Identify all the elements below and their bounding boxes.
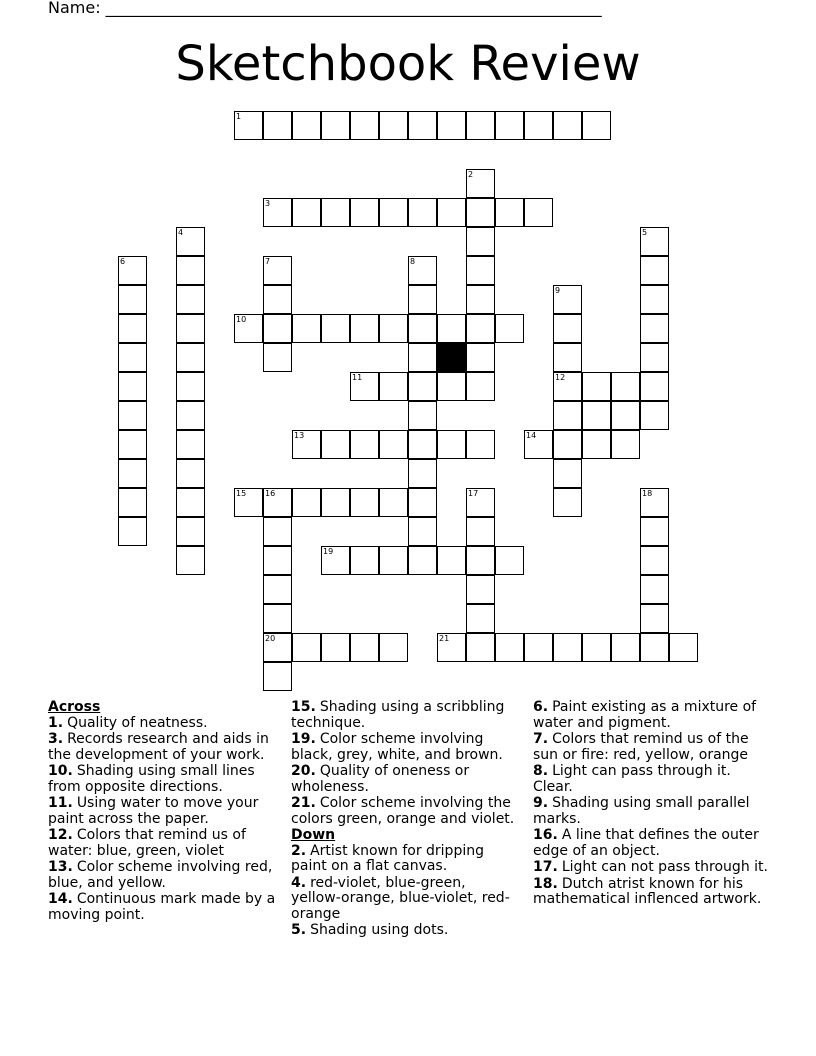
grid-cell[interactable] [234, 314, 263, 343]
grid-cell[interactable] [408, 314, 437, 343]
clue-text: Light can pass through it. Clear. [533, 763, 731, 795]
clue-down-1 [291, 876, 519, 923]
grid-cell[interactable] [350, 430, 379, 459]
clue-text: Colors that remind us of the sun or fire: red, yellow, orange [533, 731, 749, 763]
grid-cell[interactable] [408, 517, 437, 546]
clue-number: 15. [291, 699, 316, 715]
grid-cell[interactable] [408, 546, 437, 575]
clue-down-6 [533, 796, 773, 827]
grid-cell[interactable] [495, 314, 524, 343]
grid-cell[interactable] [553, 285, 582, 314]
grid-cell[interactable] [350, 633, 379, 662]
grid-cell[interactable] [553, 401, 582, 430]
cell-number: 2 [468, 170, 474, 179]
clue-across-8 [291, 732, 519, 763]
grid-cell[interactable] [263, 575, 292, 604]
grid-cell[interactable] [321, 111, 350, 140]
grid-cell[interactable] [437, 314, 466, 343]
grid-cell[interactable] [176, 343, 205, 372]
grid-cell[interactable] [118, 401, 147, 430]
clue-number: 17. [533, 859, 558, 875]
grid-cell[interactable] [176, 314, 205, 343]
clue-down-8 [533, 860, 773, 876]
grid-cell[interactable] [611, 430, 640, 459]
clue-text: Shading using dots. [310, 922, 449, 938]
grid-cell[interactable] [176, 256, 205, 285]
grid-cell[interactable] [263, 314, 292, 343]
clue-down-3 [533, 700, 773, 731]
grid-cell[interactable] [640, 575, 669, 604]
grid-cell[interactable] [379, 314, 408, 343]
cell-number: 3 [265, 199, 271, 208]
grid-cell[interactable] [118, 343, 147, 372]
clues-column-1 [48, 700, 280, 924]
grid-cell[interactable] [292, 633, 321, 662]
across-heading: Across [48, 699, 101, 715]
grid-cell[interactable] [263, 111, 292, 140]
clue-down-9 [533, 877, 773, 908]
grid-cell[interactable] [263, 604, 292, 633]
grid-cell[interactable] [176, 227, 205, 256]
grid-cell[interactable] [669, 633, 698, 662]
clue-text: Dutch atrist known for his mathematical inflenced artwork. [533, 875, 762, 907]
cell-number: 11 [352, 373, 363, 382]
clue-number: 12. [48, 827, 73, 843]
grid-cell[interactable] [437, 546, 466, 575]
clue-text: Records research and aids in the development of your work. [48, 731, 269, 763]
grid-cell[interactable] [408, 401, 437, 430]
clue-number: 2. [291, 842, 307, 859]
clue-down-0 [291, 844, 519, 875]
clue-text: Quality of oneness or wholeness. [291, 763, 470, 795]
grid-cell[interactable] [553, 343, 582, 372]
grid-cell[interactable] [408, 198, 437, 227]
grid-cell[interactable] [495, 633, 524, 662]
grid-cell[interactable] [263, 198, 292, 227]
grid-cell[interactable] [495, 546, 524, 575]
grid-cell[interactable] [176, 372, 205, 401]
grid-cell[interactable] [350, 546, 379, 575]
grid-cell[interactable] [611, 401, 640, 430]
grid-cell[interactable] [263, 488, 292, 517]
clue-text: Shading using small lines from opposite directions. [48, 763, 255, 795]
clue-text: Artist known for dripping paint on a flat canvas. [291, 842, 484, 874]
grid-cell[interactable] [640, 314, 669, 343]
grid-cell[interactable] [466, 488, 495, 517]
cell-number: 4 [178, 228, 184, 237]
clue-down-2 [291, 923, 519, 939]
grid-cell[interactable] [466, 546, 495, 575]
clue-text: Color scheme involving black, grey, white, and brown. [291, 731, 503, 763]
clue-number: 21. [291, 795, 316, 811]
grid-cell[interactable] [553, 459, 582, 488]
grid-block [437, 343, 466, 372]
grid-cell[interactable] [582, 372, 611, 401]
clue-number: 7. [533, 731, 549, 747]
grid-cell[interactable] [640, 517, 669, 546]
grid-cell[interactable] [118, 256, 147, 285]
grid-cell[interactable] [466, 517, 495, 546]
grid-cell[interactable] [582, 633, 611, 662]
clue-text: Continuous mark made by a moving point. [48, 891, 276, 923]
grid-cell[interactable] [263, 517, 292, 546]
cell-number: 12 [555, 373, 566, 382]
grid-cell[interactable] [350, 372, 379, 401]
grid-cell[interactable] [263, 343, 292, 372]
grid-cell[interactable] [495, 198, 524, 227]
grid-cell[interactable] [495, 111, 524, 140]
grid-cell[interactable] [118, 517, 147, 546]
clue-number: 11. [48, 795, 73, 811]
grid-cell[interactable] [263, 256, 292, 285]
clue-across-5 [48, 860, 280, 891]
clue-text: red-violet, blue-green, yellow-orange, blue-violet, red-orange [291, 874, 510, 922]
clue-number: 1. [48, 714, 64, 731]
clue-down-4 [533, 732, 773, 763]
grid-cell[interactable] [321, 198, 350, 227]
clue-down-5 [533, 764, 773, 795]
grid-cell[interactable] [640, 227, 669, 256]
clue-number: 13. [48, 859, 73, 875]
clue-number: 20. [291, 763, 316, 779]
grid-cell[interactable] [118, 430, 147, 459]
grid-cell[interactable] [466, 198, 495, 227]
grid-cell[interactable] [466, 575, 495, 604]
clue-text: A line that defines the outer edge of an object. [533, 827, 759, 859]
grid-cell[interactable] [466, 227, 495, 256]
grid-cell[interactable] [524, 633, 553, 662]
clue-across-0 [48, 716, 280, 732]
clue-number: 3. [48, 731, 64, 747]
grid-cell[interactable] [466, 604, 495, 633]
grid-cell[interactable] [640, 372, 669, 401]
clue-text: Shading using small parallel marks. [533, 795, 750, 827]
clue-number: 8. [533, 763, 549, 779]
grid-cell[interactable] [118, 285, 147, 314]
grid-cell[interactable] [176, 488, 205, 517]
cell-number: 14 [526, 431, 537, 440]
grid-cell[interactable] [292, 430, 321, 459]
clue-text: Paint existing as a mixture of water and pigment. [533, 699, 757, 731]
grid-cell[interactable] [408, 459, 437, 488]
grid-cell[interactable] [234, 488, 263, 517]
grid-cell[interactable] [118, 488, 147, 517]
grid-cell[interactable] [437, 430, 466, 459]
grid-cell[interactable] [408, 111, 437, 140]
grid-cell[interactable] [379, 430, 408, 459]
grid-cell[interactable] [466, 633, 495, 662]
grid-cell[interactable] [408, 343, 437, 372]
grid-cell[interactable] [408, 256, 437, 285]
grid-cell[interactable] [321, 633, 350, 662]
grid-cell[interactable] [379, 198, 408, 227]
grid-cell[interactable] [524, 111, 553, 140]
cell-number: 13 [294, 431, 305, 440]
clue-across-7 [291, 700, 519, 731]
clue-text: Light can not pass through it. [561, 859, 768, 875]
clue-text: Quality of neatness. [67, 714, 208, 731]
grid-cell[interactable] [640, 343, 669, 372]
clue-text: Using water to move your paint across the paper. [48, 795, 259, 827]
clue-text: Color scheme involving the colors green, orange and violet. [291, 795, 515, 827]
grid-cell[interactable] [321, 430, 350, 459]
grid-cell[interactable] [466, 111, 495, 140]
grid-cell[interactable] [640, 401, 669, 430]
grid-cell[interactable] [466, 169, 495, 198]
grid-cell[interactable] [437, 372, 466, 401]
cell-number: 5 [642, 228, 648, 237]
grid-cell[interactable] [524, 198, 553, 227]
clue-across-4 [48, 828, 280, 859]
grid-cell[interactable] [640, 604, 669, 633]
grid-cell[interactable] [408, 372, 437, 401]
grid-cell[interactable] [640, 633, 669, 662]
clue-number: 9. [533, 795, 549, 811]
grid-cell[interactable] [553, 111, 582, 140]
grid-cell[interactable] [379, 111, 408, 140]
grid-cell[interactable] [292, 314, 321, 343]
cell-number: 15 [236, 489, 247, 498]
grid-cell[interactable] [379, 372, 408, 401]
grid-cell[interactable] [176, 517, 205, 546]
grid-cell[interactable] [263, 285, 292, 314]
grid-cell[interactable] [640, 256, 669, 285]
grid-cell[interactable] [321, 546, 350, 575]
clue-text: Colors that remind us of water: blue, green, violet [48, 827, 246, 859]
grid-cell[interactable] [466, 430, 495, 459]
grid-cell[interactable] [611, 372, 640, 401]
grid-cell[interactable] [350, 314, 379, 343]
grid-cell[interactable] [118, 459, 147, 488]
grid-cell[interactable] [408, 488, 437, 517]
grid-cell[interactable] [350, 198, 379, 227]
grid-cell[interactable] [263, 662, 292, 691]
grid-cell[interactable] [176, 430, 205, 459]
grid-cell[interactable] [553, 633, 582, 662]
clue-across-10 [291, 796, 519, 827]
cell-number: 7 [265, 257, 271, 266]
cell-number: 19 [323, 547, 334, 556]
clue-number: 5. [291, 922, 307, 938]
name-line: Name: ______________________________________________________________ [48, 0, 602, 17]
cell-number: 1 [236, 112, 242, 121]
clue-across-9 [291, 764, 519, 795]
grid-cell[interactable] [176, 401, 205, 430]
grid-cell[interactable] [466, 256, 495, 285]
clue-text: Color scheme involving red, blue, and yellow. [48, 859, 273, 891]
clue-number: 10. [48, 763, 73, 779]
clue-number: 19. [291, 731, 316, 747]
grid-cell[interactable] [321, 488, 350, 517]
grid-cell[interactable] [176, 285, 205, 314]
grid-cell[interactable] [640, 488, 669, 517]
grid-cell[interactable] [553, 430, 582, 459]
grid-cell[interactable] [379, 488, 408, 517]
cell-number: 17 [468, 489, 479, 498]
clue-number: 18. [533, 875, 558, 892]
grid-cell[interactable] [350, 488, 379, 517]
grid-cell[interactable] [263, 633, 292, 662]
grid-cell[interactable] [176, 459, 205, 488]
grid-cell[interactable] [292, 198, 321, 227]
clue-across-6 [48, 892, 280, 923]
grid-cell[interactable] [437, 198, 466, 227]
grid-cell[interactable] [611, 633, 640, 662]
cell-number: 18 [642, 489, 653, 498]
cell-number: 21 [439, 634, 450, 643]
cell-number: 8 [410, 257, 416, 266]
cell-number: 20 [265, 634, 276, 643]
clue-down-7 [533, 828, 773, 859]
clue-number: 16. [533, 827, 558, 843]
grid-cell[interactable] [466, 314, 495, 343]
grid-cell[interactable] [640, 546, 669, 575]
grid-cell[interactable] [118, 314, 147, 343]
grid-cell[interactable] [437, 111, 466, 140]
clues-column-2 [291, 700, 519, 940]
grid-cell[interactable] [437, 633, 466, 662]
grid-cell[interactable] [292, 111, 321, 140]
grid-cell[interactable] [582, 401, 611, 430]
cell-number: 6 [120, 257, 126, 266]
page-title: Sketchbook Review [175, 36, 641, 92]
grid-cell[interactable] [408, 430, 437, 459]
grid-cell[interactable] [524, 430, 553, 459]
clue-across-2 [48, 764, 280, 795]
grid-cell[interactable] [176, 546, 205, 575]
grid-cell[interactable] [408, 285, 437, 314]
clue-number: 14. [48, 891, 73, 907]
grid-cell[interactable] [553, 314, 582, 343]
grid-cell[interactable] [466, 372, 495, 401]
grid-cell[interactable] [582, 430, 611, 459]
cell-number: 16 [265, 489, 276, 498]
grid-cell[interactable] [321, 314, 350, 343]
clue-number: 6. [533, 699, 549, 715]
grid-cell[interactable] [466, 285, 495, 314]
grid-cell[interactable] [118, 372, 147, 401]
clue-text: Shading using a scribbling technique. [291, 699, 505, 731]
clue-across-1 [48, 732, 280, 763]
clue-across-3 [48, 796, 280, 827]
grid-cell[interactable] [292, 488, 321, 517]
grid-cell[interactable] [263, 546, 292, 575]
clue-number: 4. [291, 874, 307, 891]
grid-cell[interactable] [379, 546, 408, 575]
clues-column-3 [533, 700, 773, 909]
grid-cell[interactable] [466, 343, 495, 372]
grid-cell[interactable] [640, 285, 669, 314]
grid-cell[interactable] [350, 111, 379, 140]
grid-cell[interactable] [234, 111, 263, 140]
cell-number: 10 [236, 315, 247, 324]
grid-cell[interactable] [379, 633, 408, 662]
grid-cell[interactable] [553, 372, 582, 401]
down-heading: Down [291, 827, 336, 843]
cell-number: 9 [555, 286, 561, 295]
grid-cell[interactable] [553, 488, 582, 517]
grid-cell[interactable] [582, 111, 611, 140]
